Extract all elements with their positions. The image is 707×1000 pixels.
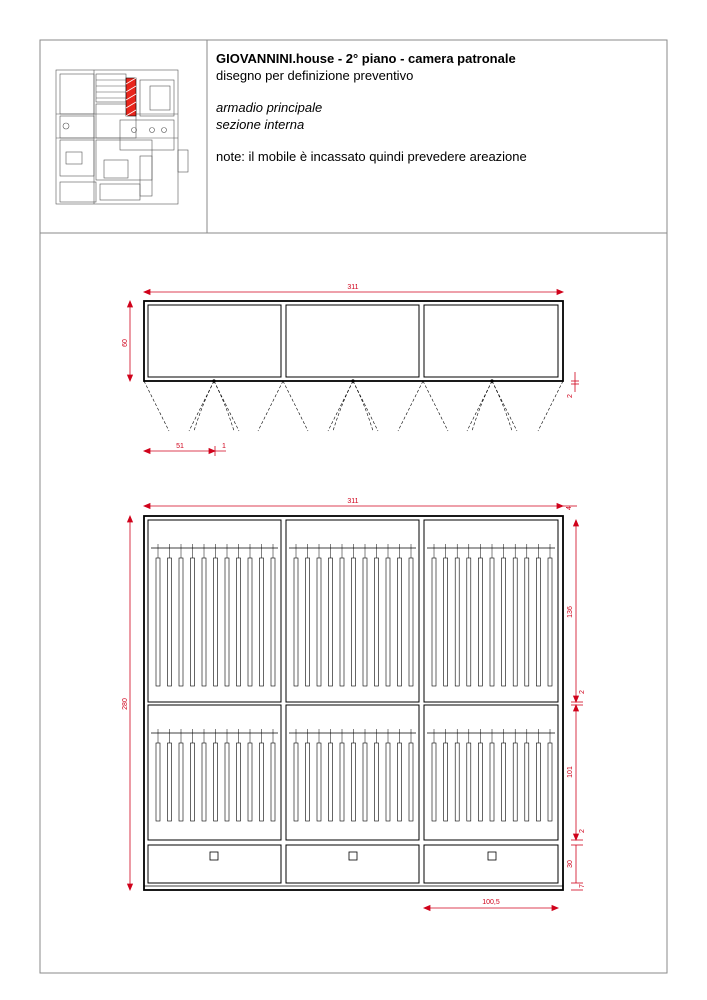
lower-compartment-3: [424, 705, 558, 840]
garment: [248, 558, 252, 686]
garment: [168, 743, 172, 821]
garment: [409, 558, 413, 686]
garment: [363, 743, 367, 821]
garment: [398, 743, 402, 821]
plan-door-width-label: 51: [176, 443, 184, 450]
plan-width-label: 311: [347, 284, 359, 291]
garment: [271, 558, 275, 686]
section-name: sezione interna: [216, 117, 305, 132]
key-plan-thumbnail: [56, 70, 188, 204]
door-leaf-line: [423, 381, 448, 431]
garment: [490, 743, 494, 821]
garment: [191, 558, 195, 686]
garment: [432, 558, 436, 686]
garment: [478, 558, 482, 686]
lower-height-label: 101: [567, 766, 574, 778]
plan-compartment-2: [286, 305, 419, 377]
elevation-side-label: 4: [566, 506, 573, 510]
garment: [317, 558, 321, 686]
garment: [432, 743, 436, 821]
garment: [329, 743, 333, 821]
garment: [467, 558, 471, 686]
garment: [386, 743, 390, 821]
garment: [214, 558, 218, 686]
base-height-label: 7: [579, 884, 586, 888]
garment: [306, 743, 310, 821]
garment: [525, 743, 529, 821]
door-leaf-line: [467, 381, 492, 431]
door-leaf-line: [258, 381, 283, 431]
garment: [248, 743, 252, 821]
garment: [409, 743, 413, 821]
garment: [536, 743, 540, 821]
garment: [375, 743, 379, 821]
garment: [444, 558, 448, 686]
garment: [352, 743, 356, 821]
upper-height-label: 136: [567, 606, 574, 618]
garment: [455, 743, 459, 821]
garment: [306, 558, 310, 686]
door-swing-arc: [333, 381, 373, 431]
door-leaf-line: [398, 381, 423, 431]
door-leaf-line: [492, 381, 517, 431]
garment: [455, 558, 459, 686]
item-name: armadio principale: [216, 100, 323, 115]
door-leaf-line: [189, 381, 214, 431]
drawer-height-label: 30: [567, 860, 574, 868]
hinge-dot: [212, 379, 215, 382]
garment: [352, 558, 356, 686]
garment: [237, 743, 241, 821]
garment: [340, 743, 344, 821]
plan-outline: [144, 301, 563, 381]
title-block: [216, 50, 656, 165]
door-swing-arc: [472, 381, 512, 431]
door-leaf-line: [283, 381, 308, 431]
hinge-dot: [490, 379, 493, 382]
garment: [398, 558, 402, 686]
door-swing-arc: [194, 381, 234, 431]
elevation-height-label: 280: [122, 698, 129, 710]
garment: [317, 743, 321, 821]
garment: [168, 558, 172, 686]
garment: [225, 743, 229, 821]
door-swings: [144, 381, 563, 431]
garment: [513, 558, 517, 686]
shelf-1-label: 2: [579, 690, 586, 694]
elevation-outline: [144, 516, 563, 890]
drawer-handle-3: [488, 852, 496, 860]
drawer-3: [424, 845, 558, 883]
garment: [237, 558, 241, 686]
garment: [225, 558, 229, 686]
hanging-rails: [151, 544, 555, 821]
drawing-note: note: il mobile è incassato quindi prevedere areazione: [216, 149, 527, 164]
garment: [340, 558, 344, 686]
garment: [490, 558, 494, 686]
upper-compartment-2: [286, 520, 419, 702]
garment: [260, 558, 264, 686]
plan-depth-label: 60: [122, 339, 129, 347]
garment: [502, 743, 506, 821]
garment: [156, 558, 160, 686]
garment: [375, 558, 379, 686]
door-leaf-line: [214, 381, 239, 431]
garment: [467, 743, 471, 821]
upper-compartment-3: [424, 520, 558, 702]
plan-compartment-1: [148, 305, 281, 377]
upper-compartment-1: [148, 520, 281, 702]
garment: [513, 743, 517, 821]
garment: [271, 743, 275, 821]
door-leaf-line: [328, 381, 353, 431]
drawer-handle-2: [349, 852, 357, 860]
garment: [260, 743, 264, 821]
plan-dimensions: [128, 290, 580, 457]
garment: [202, 558, 206, 686]
drawer-1: [148, 845, 281, 883]
shelf-2-label: 2: [579, 829, 586, 833]
plan-door-offset-label: 1: [222, 443, 226, 450]
garment: [329, 558, 333, 686]
door-leaf-line: [144, 381, 169, 431]
hinge-dot: [351, 379, 354, 382]
garment: [478, 743, 482, 821]
drawer-handle-1: [210, 852, 218, 860]
plan-compartment-3: [424, 305, 558, 377]
drawing-title: GIOVANNINI.house - 2° piano - camera patronale: [216, 51, 516, 66]
garment: [202, 743, 206, 821]
garment: [179, 558, 183, 686]
door-leaf-line: [538, 381, 563, 431]
plan-view: [144, 301, 563, 431]
garment: [502, 558, 506, 686]
elevation-view: [144, 516, 563, 890]
lower-compartment-2: [286, 705, 419, 840]
lower-compartment-1: [148, 705, 281, 840]
plan-door-gap-label: 2: [567, 394, 574, 398]
door-leaf-line: [353, 381, 378, 431]
garment: [191, 743, 195, 821]
garment: [525, 558, 529, 686]
garment: [179, 743, 183, 821]
elevation-width-label: 311: [347, 498, 359, 505]
garment: [294, 743, 298, 821]
garment: [363, 558, 367, 686]
garment: [156, 743, 160, 821]
drawer-2: [286, 845, 419, 883]
garment: [548, 558, 552, 686]
garment: [386, 558, 390, 686]
garment: [444, 743, 448, 821]
module-width-label: 100,5: [482, 899, 500, 906]
garment: [548, 743, 552, 821]
garment: [536, 558, 540, 686]
garment: [214, 743, 218, 821]
drawing-subtitle: disegno per definizione preventivo: [216, 68, 414, 83]
garment: [294, 558, 298, 686]
